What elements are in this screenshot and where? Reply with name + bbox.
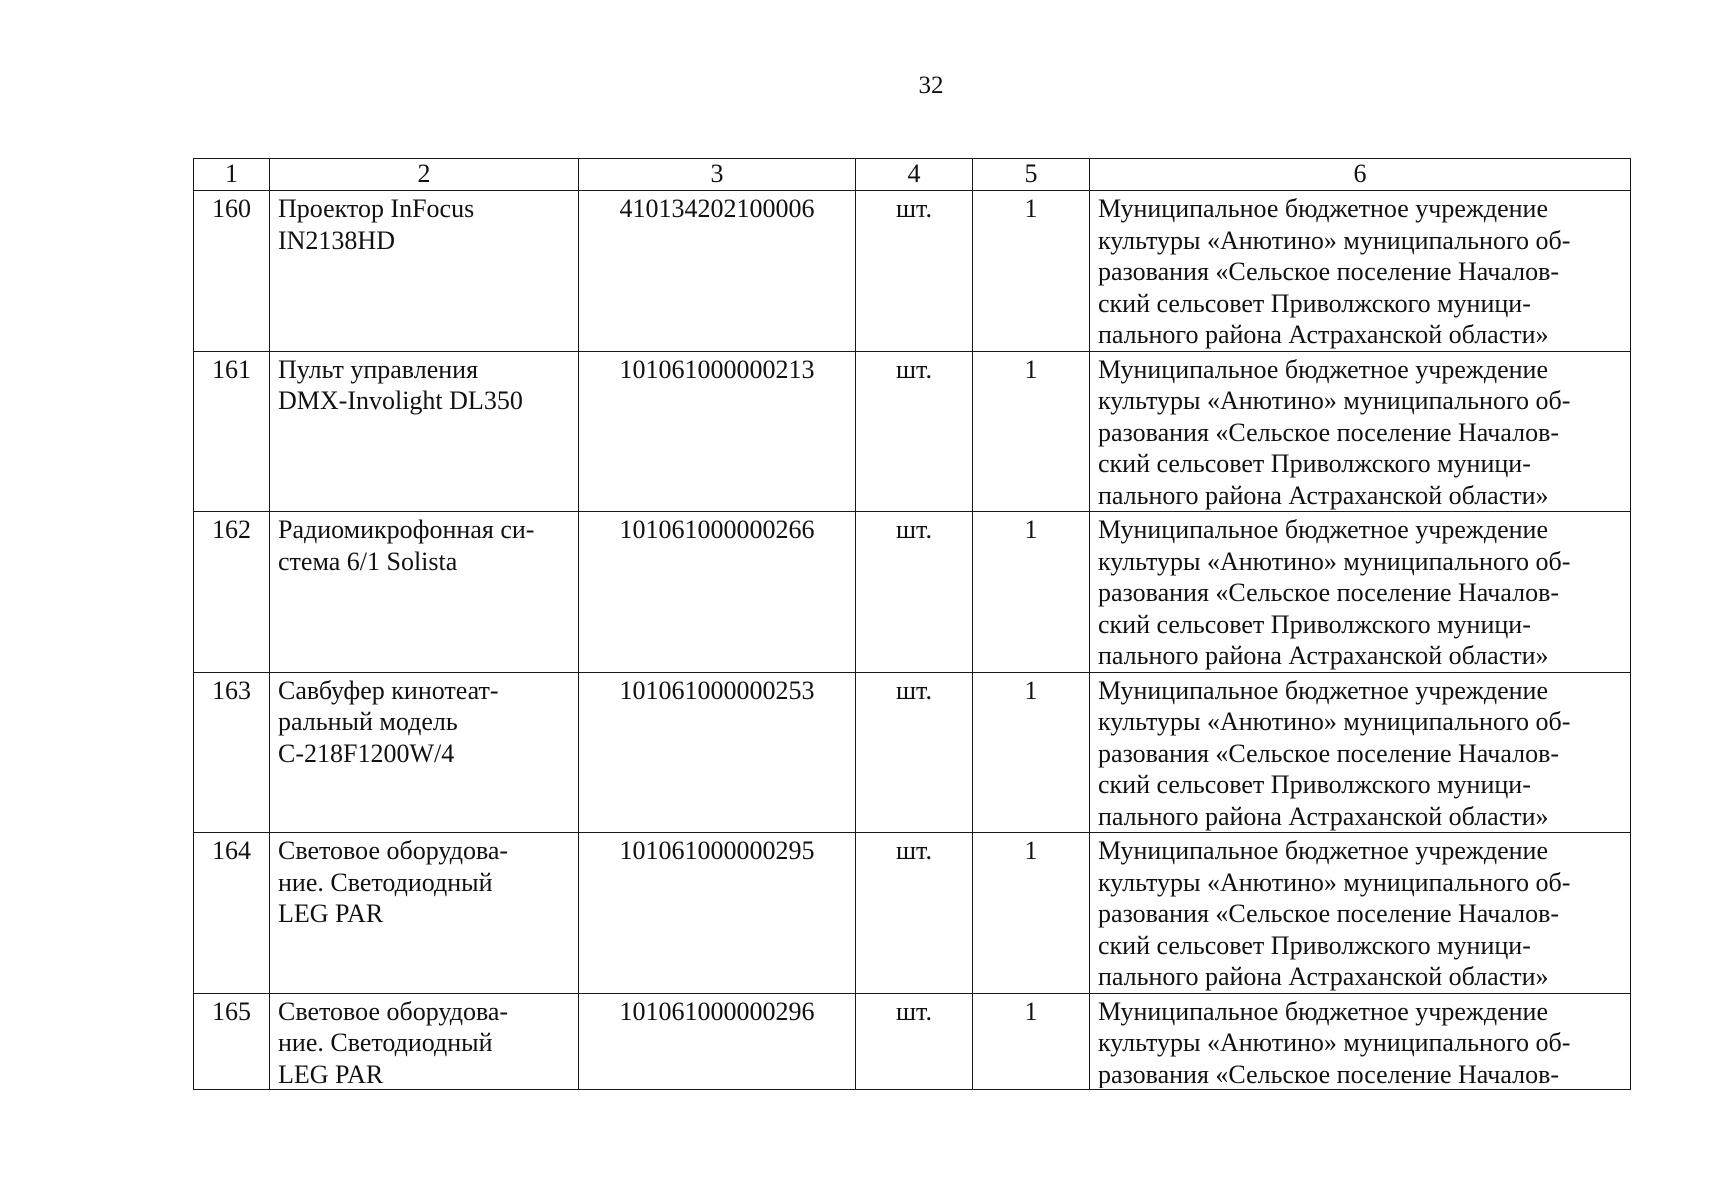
inventory-code: 101061000000296 bbox=[579, 993, 856, 1089]
column-header-4: 4 bbox=[856, 159, 973, 191]
column-header-5: 5 bbox=[973, 159, 1090, 191]
table-header-row bbox=[194, 159, 1631, 191]
table-row bbox=[194, 993, 1631, 1089]
unit: шт. bbox=[856, 833, 973, 994]
row-number: 165 bbox=[194, 993, 270, 1089]
row-number: 164 bbox=[194, 833, 270, 994]
unit: шт. bbox=[856, 351, 973, 512]
inventory-code: 101061000000253 bbox=[579, 672, 856, 833]
quantity: 1 bbox=[973, 351, 1090, 512]
table-row bbox=[194, 191, 1631, 352]
item-name: Проектор InFocus IN2138HD bbox=[270, 191, 579, 352]
inventory-code: 101061000000266 bbox=[579, 512, 856, 673]
unit: шт. bbox=[856, 672, 973, 833]
table-row bbox=[194, 672, 1631, 833]
unit: шт. bbox=[856, 191, 973, 352]
quantity: 1 bbox=[973, 993, 1090, 1089]
table-row bbox=[194, 833, 1631, 994]
unit: шт. bbox=[856, 512, 973, 673]
organization: Муниципальное бюджетное учреждение культуры «Анютино» муниципального об- разования «Сельское поселение Началов- ский сельсовет Приволжского муници- пального района Астраханской области» bbox=[1090, 512, 1631, 673]
inventory-code: 101061000000213 bbox=[579, 351, 856, 512]
unit: шт. bbox=[856, 993, 973, 1089]
item-name: Пульт управления DMX-Involight DL350 bbox=[270, 351, 579, 512]
row-number: 160 bbox=[194, 191, 270, 352]
column-header-3: 3 bbox=[579, 159, 856, 191]
table-row bbox=[194, 351, 1631, 512]
row-number: 162 bbox=[194, 512, 270, 673]
inventory-code: 410134202100006 bbox=[579, 191, 856, 352]
organization: Муниципальное бюджетное учреждение культуры «Анютино» муниципального об- разования «Сельское поселение Началов- bbox=[1090, 993, 1631, 1089]
quantity: 1 bbox=[973, 672, 1090, 833]
organization: Муниципальное бюджетное учреждение культуры «Анютино» муниципального об- разования «Сельское поселение Началов- ский сельсовет Приволжского муници- пального района Астраханской области» bbox=[1090, 833, 1631, 994]
item-name: Световое оборудова- ние. Светодиодный LEG PAR bbox=[270, 833, 579, 994]
item-name: Световое оборудова- ние. Светодиодный LEG PAR bbox=[270, 993, 579, 1089]
column-header-1: 1 bbox=[194, 159, 270, 191]
item-name: Радиомикрофонная си- стема 6/1 Solista bbox=[270, 512, 579, 673]
quantity: 1 bbox=[973, 512, 1090, 673]
column-header-6: 6 bbox=[1090, 159, 1631, 191]
item-name: Савбуфер кинотеат- ральный модель С-218F1200W/4 bbox=[270, 672, 579, 833]
organization: Муниципальное бюджетное учреждение культуры «Анютино» муниципального об- разования «Сельское поселение Началов- ский сельсовет Приволжского муници- пального района Астраханской области» bbox=[1090, 191, 1631, 352]
row-number: 163 bbox=[194, 672, 270, 833]
row-number: 161 bbox=[194, 351, 270, 512]
organization: Муниципальное бюджетное учреждение культуры «Анютино» муниципального об- разования «Сельское поселение Началов- ский сельсовет Приволжского муници- пального района Астраханской области» bbox=[1090, 351, 1631, 512]
table-row bbox=[194, 512, 1631, 673]
column-header-2: 2 bbox=[270, 159, 579, 191]
page-number: 32 bbox=[918, 72, 944, 99]
inventory-code: 101061000000295 bbox=[579, 833, 856, 994]
property-table bbox=[193, 158, 1631, 1090]
organization: Муниципальное бюджетное учреждение культуры «Анютино» муниципального об- разования «Сельское поселение Началов- ский сельсовет Приволжского муници- пального района Астраханской области» bbox=[1090, 672, 1631, 833]
quantity: 1 bbox=[973, 191, 1090, 352]
quantity: 1 bbox=[973, 833, 1090, 994]
